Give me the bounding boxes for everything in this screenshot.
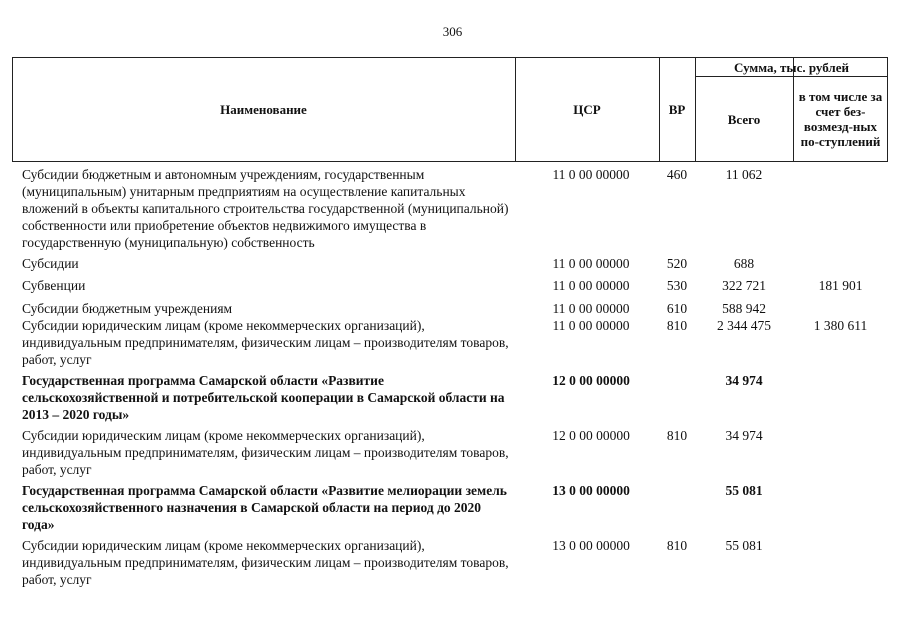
header-total: Всего — [727, 111, 761, 127]
row-vr: 610 — [666, 301, 688, 316]
row-csr: 11 0 00 00000 — [552, 318, 630, 333]
table-row-program — [12, 482, 888, 533]
row-incl — [793, 372, 888, 423]
row-total: 11 062 — [725, 167, 763, 182]
table-row — [12, 537, 888, 588]
row-incl — [793, 166, 888, 251]
row-total: 2 344 475 — [717, 318, 771, 333]
header-csr: ЦСР — [573, 102, 601, 117]
page-number: 306 — [442, 24, 463, 39]
row-name: Субсидии бюджетным учреждениям — [22, 301, 233, 316]
row-csr: 11 0 00 00000 — [552, 301, 630, 316]
header-name: Наименование — [220, 102, 307, 117]
row-name: Субсидии — [22, 256, 79, 271]
row-total: 55 081 — [725, 538, 763, 553]
row-csr: 12 0 00 00000 — [552, 428, 630, 443]
row-name: Субсидии юридическим лицам (кроме некоммерческих организаций), индивидуальным предпринимателям, физическим лицам – производителям товаров, работ, услуг — [22, 428, 509, 477]
row-incl — [793, 427, 888, 478]
row-name: Субсидии бюджетным и автономным учреждениям, государственным (муниципальным) унитарным предприятиям на осуществление капитальных вложений в объекты капитального строительства государственной (муниципальной) собственности или приобретение объектов недвижимого имущества в государственную (муниципальную) собственность — [22, 167, 509, 250]
row-csr: 13 0 00 00000 — [552, 483, 630, 498]
row-vr: 530 — [666, 278, 688, 293]
row-total: 34 974 — [725, 428, 763, 443]
row-total: 322 721 — [722, 278, 766, 293]
row-vr: 460 — [666, 167, 688, 182]
table-row — [12, 317, 888, 368]
table-row — [12, 166, 888, 251]
row-total: 55 081 — [725, 483, 763, 498]
table-body — [12, 166, 888, 588]
table-row-program — [12, 372, 888, 423]
budget-table — [12, 57, 888, 588]
table-row — [12, 277, 888, 294]
table-row — [12, 255, 888, 272]
row-csr: 11 0 00 00000 — [552, 278, 630, 293]
table-row — [12, 300, 888, 317]
row-incl — [793, 482, 888, 533]
row-incl — [793, 300, 888, 317]
row-total: 588 942 — [722, 301, 766, 316]
header-vr: ВР — [668, 102, 686, 117]
row-vr: 810 — [666, 318, 688, 333]
row-csr: 11 0 00 00000 — [552, 167, 630, 182]
row-vr: 520 — [666, 256, 688, 271]
table-row — [12, 427, 888, 478]
header-sum-group: Сумма, тыс. рублей — [734, 59, 849, 75]
row-csr: 13 0 00 00000 — [552, 538, 630, 553]
row-vr: 810 — [666, 538, 688, 553]
row-total: 688 — [733, 256, 755, 271]
table-header — [12, 57, 888, 162]
row-vr — [659, 372, 695, 423]
row-name: Субвенции — [22, 278, 86, 293]
row-name: Субсидии юридическим лицам (кроме некоммерческих организаций), индивидуальным предпринимателям, физическим лицам – производителям товаров, работ, услуг — [22, 318, 509, 367]
row-total: 34 974 — [725, 373, 763, 388]
row-vr: 810 — [666, 428, 688, 443]
row-incl — [793, 255, 888, 272]
row-vr — [659, 482, 695, 533]
row-incl: 1 380 611 — [813, 318, 868, 333]
row-incl: 181 901 — [818, 278, 863, 293]
row-incl — [793, 537, 888, 588]
row-csr: 11 0 00 00000 — [552, 256, 630, 271]
row-name: Государственная программа Самарской области «Развитие сельскохозяйственной и потребительской кооперации в Самарской области на 2013 – 2020 годы» — [22, 373, 505, 422]
header-incl: в том числе за счет без-возмезд-ных по-ступлений — [798, 89, 883, 149]
row-name: Субсидии юридическим лицам (кроме некоммерческих организаций), индивидуальным предпринимателям, физическим лицам – производителям товаров, работ, услуг — [22, 538, 509, 587]
row-name: Государственная программа Самарской области «Развитие мелиорации земель сельскохозяйственного назначения в Самарской области на период до 2020 года» — [22, 483, 507, 532]
row-csr: 12 0 00 00000 — [552, 373, 630, 388]
